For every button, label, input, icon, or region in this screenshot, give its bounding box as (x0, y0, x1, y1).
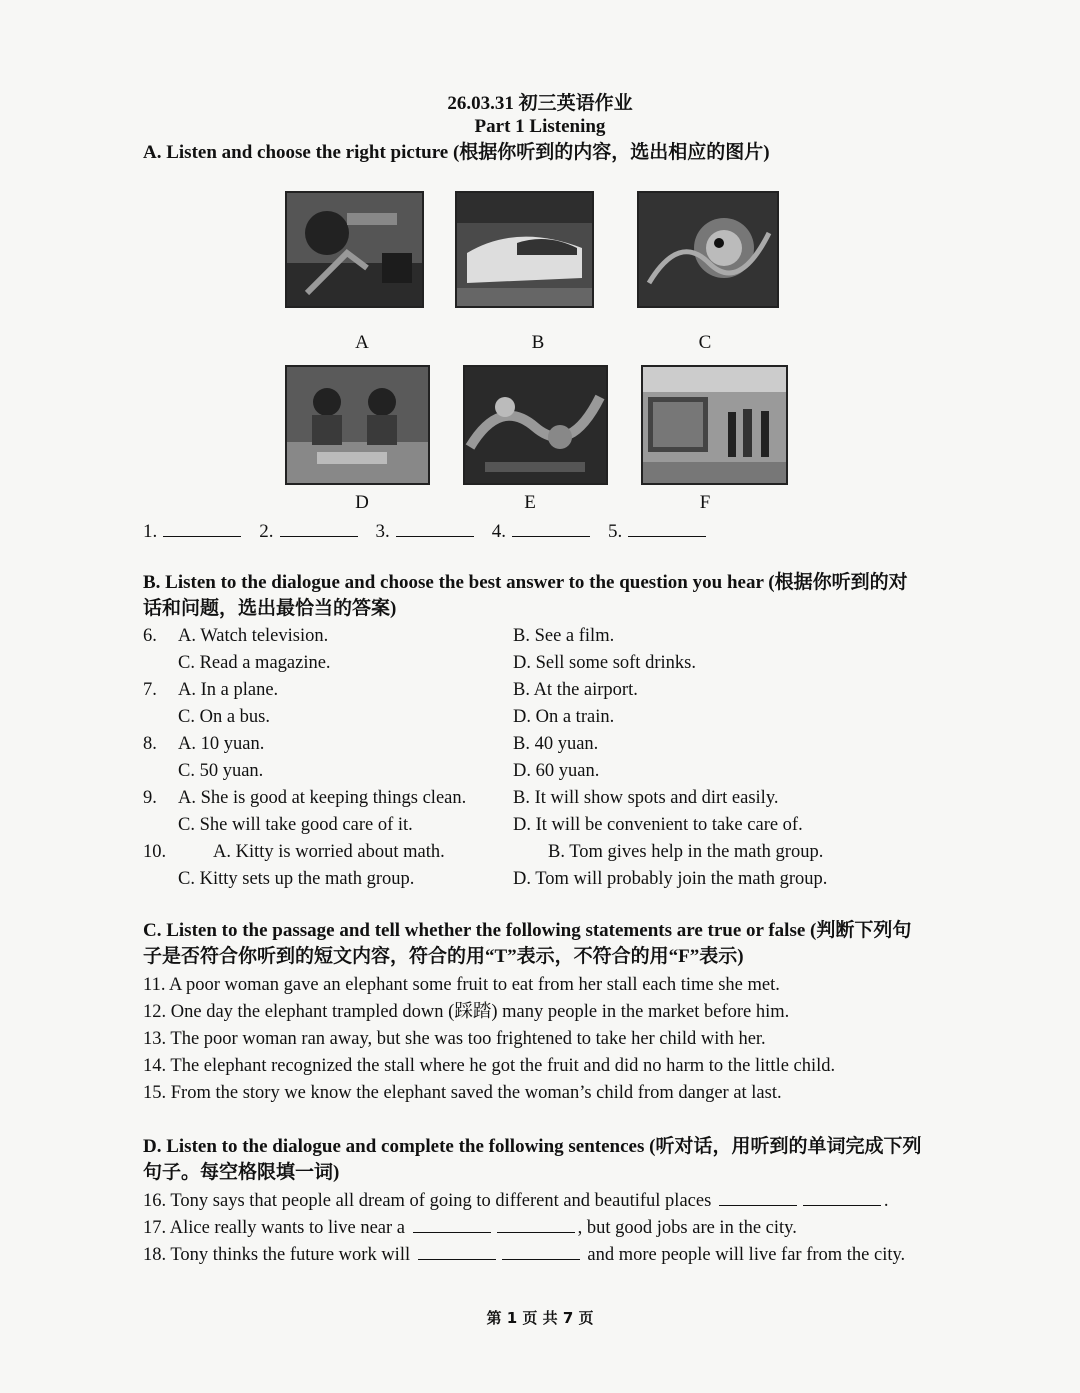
option: A. 10 yuan. (178, 734, 265, 754)
picture-label-f: F (699, 492, 711, 513)
answer-blank[interactable]: 2. (259, 518, 357, 543)
dragon-decoration-photo (637, 191, 779, 308)
dragon-dance-photo (463, 365, 608, 485)
picture-label-b: B (531, 332, 545, 353)
section-a-title: A. Listen and choose the right picture (根据你听到的内容，选出相应的图片) (143, 142, 770, 163)
question-number: 9. (143, 788, 157, 808)
option: B. See a film. (513, 626, 615, 646)
option: D. Tom will probably join the math group. (513, 869, 828, 889)
option: B. Tom gives help in the math group. (548, 842, 824, 862)
option: A. Kitty is worried about math. (213, 842, 445, 862)
question-number: 7. (143, 680, 157, 700)
part-title: Part 1 Listening (474, 116, 606, 137)
sentence-17: 17. Alice really wants to live near a , but good jobs are in the city. (143, 1218, 797, 1238)
option: C. She will take good care of it. (178, 815, 413, 835)
option: A. She is good at keeping things clean. (178, 788, 467, 808)
option: B. It will show spots and dirt easily. (513, 788, 779, 808)
fill-blank[interactable] (719, 1189, 797, 1206)
option: A. Watch television. (178, 626, 329, 646)
answer-blank[interactable]: 4. (492, 518, 590, 543)
option: D. 60 yuan. (513, 761, 600, 781)
question-number: 10. (143, 842, 167, 862)
option: D. On a train. (513, 707, 615, 727)
picture-label-d: D (355, 492, 369, 513)
answer-blank[interactable]: 3. (376, 518, 474, 543)
sentence-18: 18. Tony thinks the future work will and more people will live far from the city. (143, 1245, 906, 1265)
section-b-title-line2: 话和问题，选出最恰当的答案) (143, 598, 397, 619)
section-c-title-line1: C. Listen to the passage and tell whether the following statements are true or false (判断下列句 (143, 920, 912, 941)
option: A. In a plane. (178, 680, 279, 700)
statement: 11. A poor woman gave an elephant some fruit to eat from her stall each time she met. (143, 975, 780, 995)
question-number: 8. (143, 734, 157, 754)
fill-blank[interactable] (803, 1189, 881, 1206)
answer-blank[interactable]: 5. (608, 518, 706, 543)
option: D. It will be convenient to take care of. (513, 815, 803, 835)
museum-visitors-photo (641, 365, 788, 485)
answer-blank[interactable]: 1. (143, 518, 241, 543)
section-d-title-line2: 句子。每空格限填一词) (143, 1162, 340, 1183)
page-number: 第 1 页 共 7 页 (486, 1309, 594, 1327)
option: C. Kitty sets up the math group. (178, 869, 415, 889)
fill-blank[interactable] (502, 1243, 580, 1260)
section-c-title-line2: 子是否符合你听到的短文内容，符合的用“T”表示，不符合的用“F”表示) (143, 946, 744, 967)
question-number: 6. (143, 626, 157, 646)
option: B. At the airport. (513, 680, 638, 700)
statement: 13. The poor woman ran away, but she was too frightened to take her child with her. (143, 1029, 766, 1049)
high-speed-train-photo (455, 191, 594, 308)
fill-blank[interactable] (413, 1216, 491, 1233)
fill-blank[interactable] (418, 1243, 496, 1260)
picture-label-e: E (524, 492, 536, 513)
statement: 12. One day the elephant trampled down (踩踏) many people in the market before him. (143, 1002, 790, 1022)
picture-label-a: A (355, 332, 369, 353)
fill-blank[interactable] (497, 1216, 575, 1233)
picture-label-c: C (698, 332, 712, 353)
page-title: 26.03.31 初三英语作业 (447, 93, 633, 114)
section-b-title-line1: B. Listen to the dialogue and choose the best answer to the question you hear (根据你听到的对 (143, 572, 908, 593)
statement: 14. The elephant recognized the stall where he got the fruit and did no harm to the little child. (143, 1056, 836, 1076)
students-in-classroom-photo (285, 365, 430, 485)
option: C. 50 yuan. (178, 761, 264, 781)
option: D. Sell some soft drinks. (513, 653, 696, 673)
cooking-scene-photo (285, 191, 424, 308)
answer-blanks-row (143, 518, 724, 543)
option: B. 40 yuan. (513, 734, 599, 754)
section-d-title-line1: D. Listen to the dialogue and complete the following sentences (听对话，用听到的单词完成下列 (143, 1136, 922, 1157)
sentence-16: 16. Tony says that people all dream of going to different and beautiful places . (143, 1191, 889, 1211)
option: C. On a bus. (178, 707, 270, 727)
option: C. Read a magazine. (178, 653, 331, 673)
statement: 15. From the story we know the elephant saved the woman’s child from danger at last. (143, 1083, 782, 1103)
